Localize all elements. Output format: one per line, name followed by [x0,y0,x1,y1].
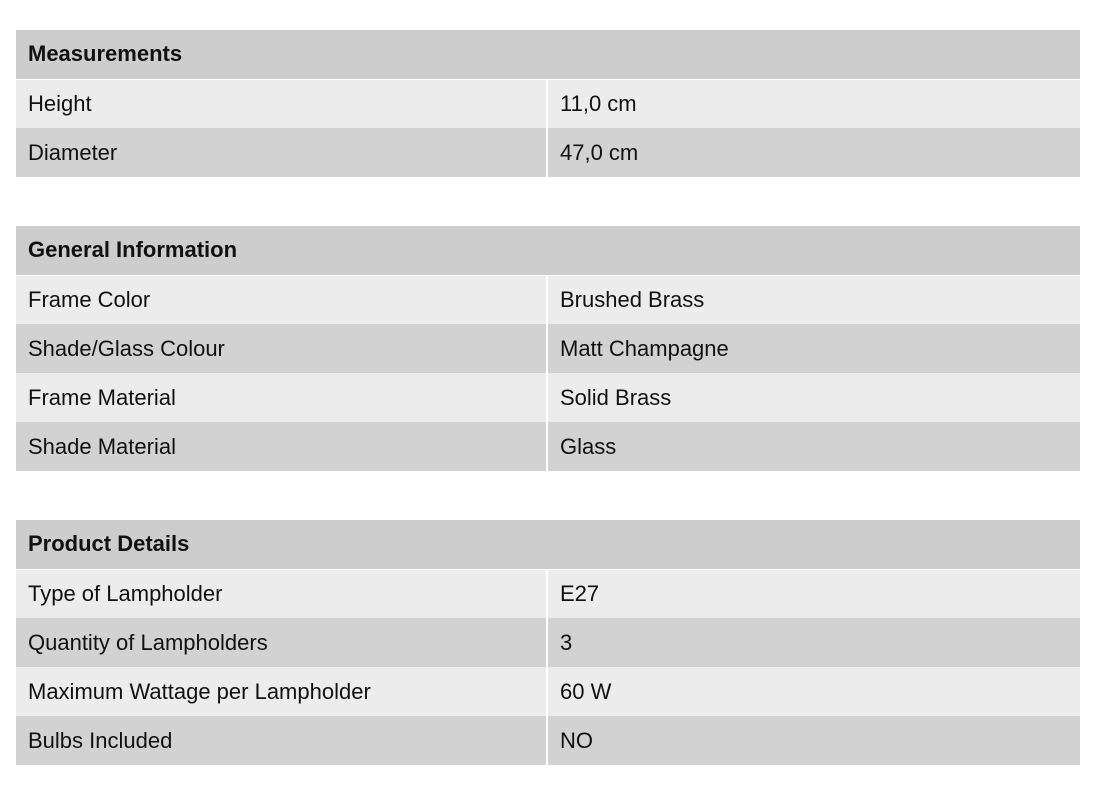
table-row [16,79,1080,128]
spec-label: Shade Material [16,422,547,471]
table-row [16,618,1080,667]
spec-label: Diameter [16,128,547,177]
spec-value: 3 [547,618,1080,667]
table-row [16,128,1080,177]
table-row [16,373,1080,422]
table-row [16,569,1080,618]
spec-label: Frame Color [16,275,547,324]
spec-label: Bulbs Included [16,716,547,765]
table-row [16,422,1080,471]
spec-value: Glass [547,422,1080,471]
spec-label: Maximum Wattage per Lampholder [16,667,547,716]
spec-value: Solid Brass [547,373,1080,422]
measurements-header-row [16,30,1080,79]
product-details-table [16,520,1080,765]
spec-value: Matt Champagne [547,324,1080,373]
measurements-title: Measurements [16,30,1080,79]
spec-value: 47,0 cm [547,128,1080,177]
spec-label: Quantity of Lampholders [16,618,547,667]
product-details-header-row [16,520,1080,569]
spec-label: Frame Material [16,373,547,422]
table-row [16,324,1080,373]
measurements-table [16,30,1080,177]
general-information-title: General Information [16,226,1080,275]
general-information-header-row [16,226,1080,275]
spec-value: 11,0 cm [547,79,1080,128]
spec-label: Height [16,79,547,128]
spec-value: NO [547,716,1080,765]
spec-label: Shade/Glass Colour [16,324,547,373]
table-row [16,667,1080,716]
general-information-table [16,226,1080,471]
table-row [16,275,1080,324]
spec-value: Brushed Brass [547,275,1080,324]
table-row [16,716,1080,765]
spec-value: E27 [547,569,1080,618]
spec-value: 60 W [547,667,1080,716]
product-details-title: Product Details [16,520,1080,569]
spec-label: Type of Lampholder [16,569,547,618]
